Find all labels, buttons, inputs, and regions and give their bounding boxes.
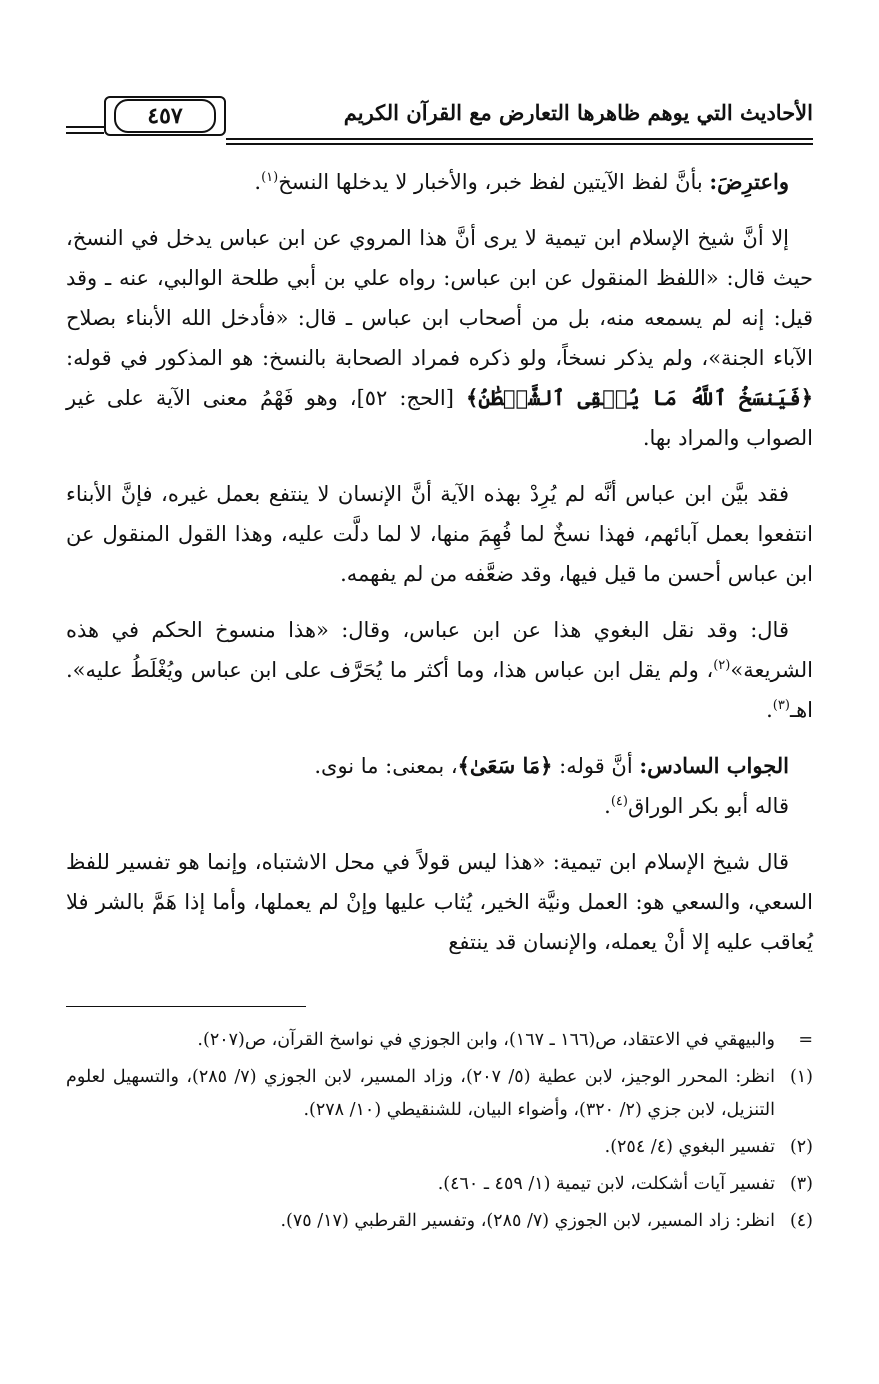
footnote-text: تفسير البغوي (٤/ ٢٥٤). [604, 1137, 775, 1157]
header-rule-double [226, 143, 813, 145]
paragraph-text: أنَّ قوله: [552, 754, 640, 778]
footnote-text: والبيهقي في الاعتقاد، ص(١٦٦ ـ ١٦٧)، وابن الجوزي في نواسخ القرآن، ص(٢٠٧). [197, 1030, 775, 1050]
footnote-mark: (١) [789, 1067, 813, 1087]
footnote-ref[interactable]: (٣) [772, 698, 790, 713]
footnote-ref[interactable]: (١) [261, 170, 279, 185]
running-title: الأحاديث التي يوهم ظاهرها التعارض مع القرآن الكريم [343, 100, 813, 125]
footnote-continued [66, 1024, 813, 1057]
paragraph-6: قاله أبو بكر الوراق$^{(٤)}$. [604, 794, 789, 818]
footnote-1 [66, 1061, 813, 1127]
footnote-text: انظر: زاد المسير، لابن الجوزي (٧/ ٢٨٥)، وتفسير القرطبي (١٧/ ٧٥). [280, 1211, 775, 1231]
footnote-mark: (٣) [789, 1174, 813, 1194]
paragraph-4: قال: وقد نقل البغوي هذا عن ابن عباس، وقال: «هذا منسوخ الحكم في هذه الشريعة»$^{(٢)}$، ولم يقل ابن عباس هذا، وما أكثر ما يُحَرَّف على ابن عباس ويُغْلَطُ عليه». اهـ$^{(٣)}$. [66, 618, 813, 722]
footnote-separator [66, 1006, 306, 1007]
page-header [66, 96, 813, 146]
paragraph-7 [66, 842, 813, 962]
paragraph-3 [66, 474, 813, 594]
footnote-mark: (٢) [789, 1137, 813, 1157]
paragraph-text: إلا أنَّ شيخ الإسلام ابن تيمية لا يرى أنَّ هذا المروي عن ابن عباس يدخل في النسخ، حيث قال: «اللفظ المنقول عن ابن عباس: رواه علي بن أبي طلحة الوالبي، عنه ـ وقد قيل: إنه لم يسمعه منه، بل من أصحاب ابن عباس ـ قال: «فأدخل الله الأبناء بصلاح الآباء الجنة»، ولم يذكر نسخاً، ولو ذكره فمراد الصحابة بالنسخ: هو المذكور في قوله: [66, 226, 813, 370]
footnotes [66, 1024, 813, 1242]
paragraph-text: ، بمعنى: ما نوى. [314, 754, 458, 778]
footnote-text: تفسير آيات أشكلت، لابن تيمية (١/ ٤٥٩ ـ ٤٦٠). [437, 1174, 775, 1194]
paragraph-text: قال شيخ الإسلام ابن تيمية: «هذا ليس قولاً في محل الاشتباه، وإنما هو تفسير للفظ السعي، والسعي هو: العمل ونيَّة الخير، يُثاب عليها وإنْ لم يعملها، وأما إذا هَمَّ بالشر فلا يُعاقب عليه إلا أنْ يعمله، والإنسان قد ينتفع [66, 850, 813, 954]
paragraph-text: ، ولم يقل ابن عباس هذا، وما أكثر ما يُحَرَّف على ابن عباس ويُغْلَطُ عليه». اهـ [66, 658, 813, 722]
header-rule-left-double [66, 132, 104, 134]
paragraph-text: قال: وقد نقل البغوي هذا عن ابن عباس، وقال: «هذا منسوخ الحكم في هذه الشريعة» [66, 618, 813, 682]
paragraph-text: فقد بيَّن ابن عباس أنَّه لم يُرِدْ بهذه الآية أنَّ الإنسان لا ينتفع بعمل غيره، فإنَّ الأبناء انتفعوا بعمل آبائهم، فهذا نسخٌ لما فُهِمَ منها، لا لما دلَّت عليه، وهذا القول المنقول عن ابن عباس أحسن ما قيل فيها، وقد ضعَّفه من لم يفهمه. [66, 482, 813, 586]
paragraph-2 [66, 218, 813, 458]
paragraph-text: بأنَّ لفظ الآيتين لفظ خبر، والأخبار لا يدخلها النسخ [278, 170, 710, 194]
main-text [66, 162, 813, 978]
header-rule [226, 138, 813, 140]
quran-verse: ﴿فَيَنسَخُ ٱللَّهُ مَا يُلۡقِى ٱلشَّيۡطَٰنُ﴾ [465, 385, 814, 410]
header-rule-left [66, 126, 104, 128]
paragraph-1: واعترِضَ: بأنَّ لفظ الآيتين لفظ خبر، والأخبار لا يدخلها النسخ$^{(١)}$. [254, 169, 789, 194]
page-number: ٤٥٧ [114, 99, 216, 133]
footnote-2 [66, 1131, 813, 1164]
footnote-mark: (٤) [789, 1211, 813, 1231]
footnote-text: انظر: المحرر الوجيز، لابن عطية (٥/ ٢٠٧)، وزاد المسير، لابن الجوزي (٧/ ٢٨٥)، والتسهيل لعلوم التنزيل، لابن جزي (٢/ ٣٢٠)، وأضواء البيان، للشنقيطي (١٠/ ٢٧٨). [66, 1067, 776, 1120]
footnote-ref[interactable]: (٢) [713, 658, 731, 673]
paragraph-5 [66, 746, 813, 786]
footnote-ref[interactable]: (٤) [610, 794, 628, 809]
answer-lead: الجواب السادس: [639, 753, 789, 778]
footnote-3 [66, 1168, 813, 1201]
footnote-4 [66, 1205, 813, 1238]
quran-verse: ﴿مَا سَعَىٰ﴾ [457, 753, 553, 778]
paragraph-text: قاله أبو بكر الوراق [627, 794, 789, 818]
footnote-mark: = [798, 1030, 813, 1050]
page-number-frame [104, 96, 226, 136]
objection-lead: واعترِضَ: [709, 169, 789, 194]
paragraph-text: [الحج: ٥٢]، وهو فَهْمُ معنى الآية على غير الصواب والمراد بها. [66, 386, 813, 450]
